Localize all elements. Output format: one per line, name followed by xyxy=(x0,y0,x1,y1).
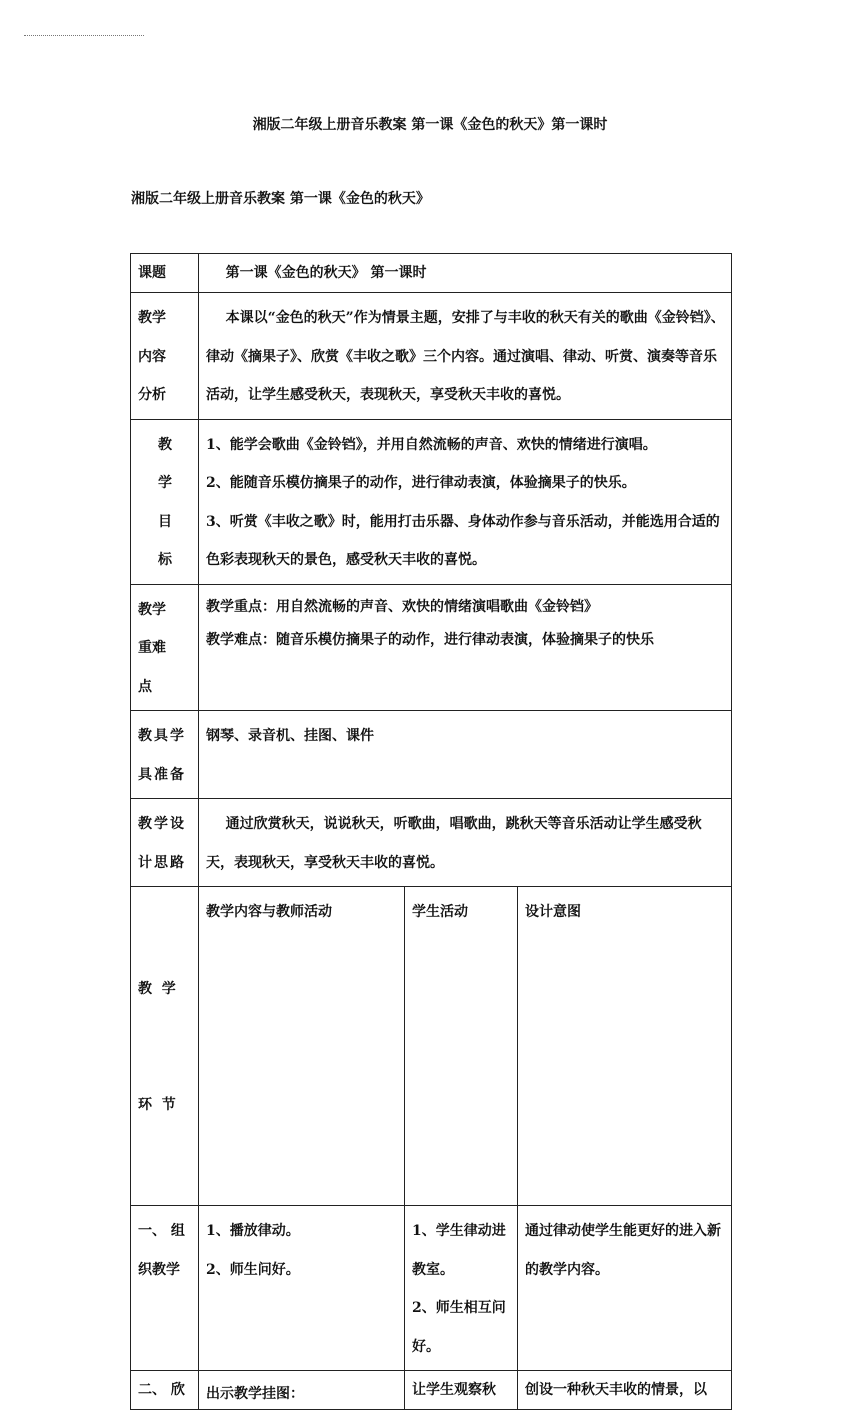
objective-item: 1、能学会歌曲《金铃铛》，并用自然流畅的声音、欢快的情绪进行演唱。 xyxy=(206,436,657,453)
topic-value: 第一课《金色的秋天》 第一课时 xyxy=(199,254,732,293)
intent-cell: 创设一种秋天丰收的情景，以 xyxy=(518,1371,732,1410)
header-intent: 设计意图 xyxy=(518,887,732,1206)
design-text: 通过欣赏秋天，说说秋天，听歌曲，唱歌曲，跳秋天等音乐活动让学生感受秋天，表现秋天，享受秋天丰收的喜悦。 xyxy=(199,799,732,887)
label-topic: 课题 xyxy=(131,254,199,293)
header-student: 学生活动 xyxy=(405,887,518,1206)
label-objectives: 教 学 目 标 xyxy=(131,419,199,584)
row-column-headers xyxy=(131,887,732,1206)
intent-cell: 通过律动使学生能更好的进入新的教学内容。 xyxy=(518,1206,732,1371)
label-materials: 教具学 具准备 xyxy=(131,711,199,799)
student-cell: 1、学生律动进教室。 2、师生相互问好。 xyxy=(405,1206,518,1371)
label-content-analysis: 教学 内容 分析 xyxy=(131,293,199,420)
row-materials xyxy=(131,711,732,799)
row-topic xyxy=(131,254,732,293)
objectives-list xyxy=(199,419,732,584)
student-cell: 让学生观察秋 xyxy=(405,1371,518,1410)
content-analysis-text: 本课以“金色的秋天”作为情景主题，安排了与丰收的秋天有关的歌曲《金铃铛》、律动《摘果子》、欣赏《丰收之歌》三个内容。通过演唱、律动、听赏、演奏等音乐活动，让学生感受秋天，表现秋天，享受秋天丰收的喜悦。 xyxy=(199,293,732,420)
header-rule xyxy=(24,35,144,36)
row-objectives xyxy=(131,419,732,584)
stage-cell: 二、 欣 xyxy=(131,1371,199,1410)
key-point-item: 教学重点：用自然流畅的声音、欢快的情绪演唱歌曲《金铃铛》 xyxy=(206,598,598,615)
objective-item: 2、能随音乐模仿摘果子的动作，进行律动表演，体验摘果子的快乐。 xyxy=(206,475,636,491)
table-row xyxy=(131,1371,732,1410)
header-content: 教学内容与教师活动 xyxy=(199,887,405,1206)
label-design: 教学设 计思路 xyxy=(131,799,199,887)
table-row xyxy=(131,1206,732,1371)
header-stage: 教 学 环 节 xyxy=(131,887,199,1206)
key-point-item: 教学难点：随音乐模仿摘果子的动作，进行律动表演，体验摘果子的快乐 xyxy=(206,631,654,648)
key-points-list xyxy=(199,584,732,711)
stage-cell: 一、 组 织教学 xyxy=(131,1206,199,1371)
materials-value: 钢琴、录音机、挂图、课件 xyxy=(199,711,732,799)
label-key-points: 教学 重难 点 xyxy=(131,584,199,711)
row-key-points xyxy=(131,584,732,711)
row-content-analysis xyxy=(131,293,732,420)
content-cell: 出示教学挂图： xyxy=(199,1371,405,1410)
objective-item: 3、听赏《丰收之歌》时，能用打击乐器、身体动作参与音乐活动，并能选用合适的色彩表现秋天的景色，感受秋天丰收的喜悦。 xyxy=(206,513,720,568)
content-cell: 1、播放律动。 2、师生问好。 xyxy=(199,1206,405,1371)
row-design xyxy=(131,799,732,887)
document-title: 湘版二年级上册音乐教案 第一课《金色的秋天》第一课时 xyxy=(252,117,608,133)
lesson-plan-table xyxy=(130,253,732,1410)
document-subtitle: 湘版二年级上册音乐教案 第一课《金色的秋天》 xyxy=(131,191,430,207)
